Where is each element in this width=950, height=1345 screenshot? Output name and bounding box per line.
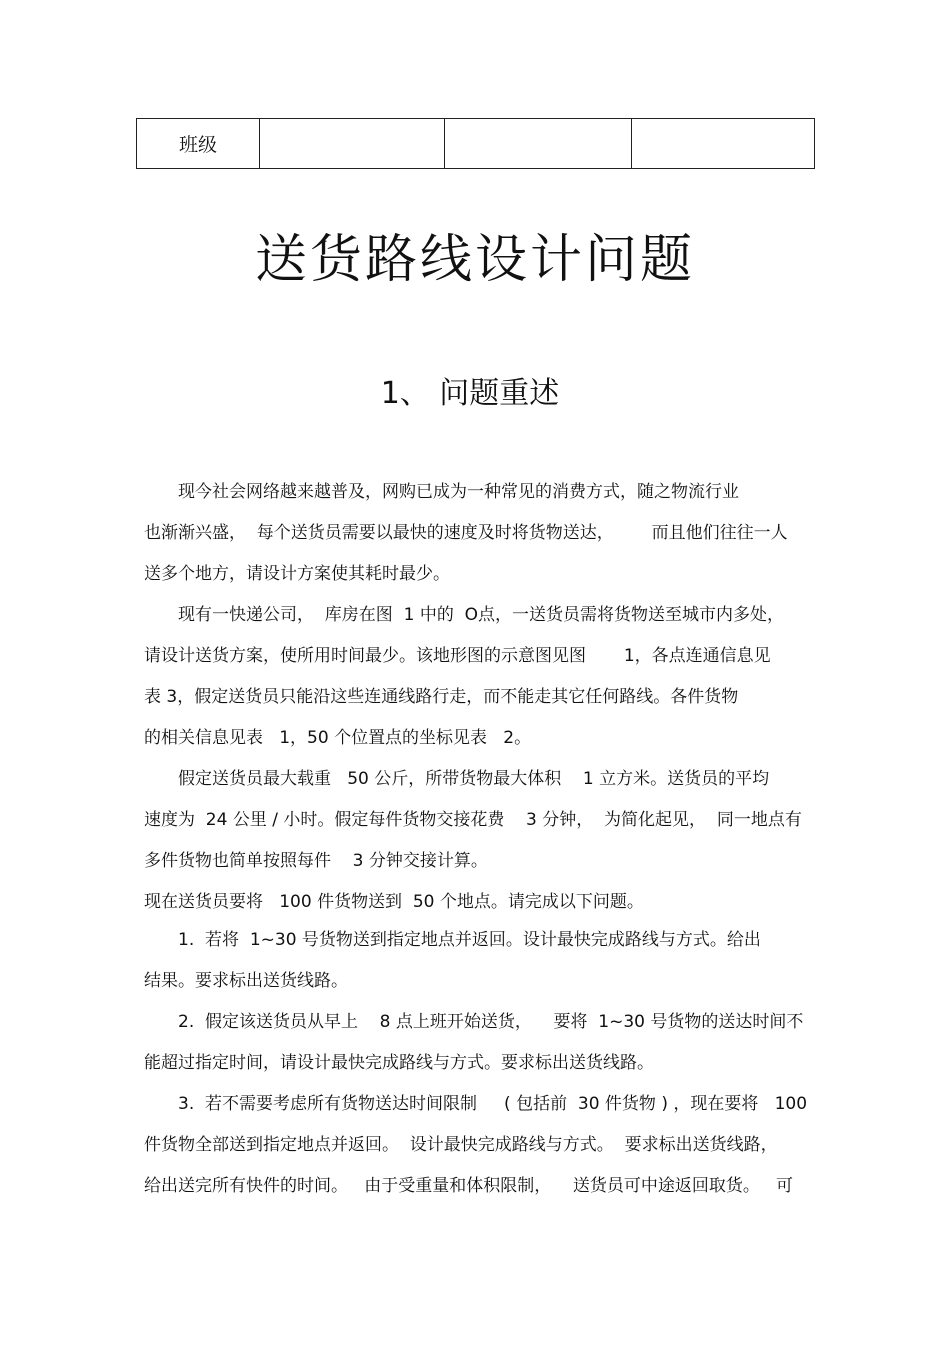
paragraph-line: 现有一快递公司， 库房在图 1 中的 O点，一送货员需将货物送至城市内多处， <box>178 605 785 625</box>
question-2-line: 能超过指定时间，请设计最快完成路线与方式。要求标出送货线路。 <box>144 1053 654 1073</box>
class-label-cell: 班级 <box>137 119 260 169</box>
paragraph-line: 的相关信息见表 1，50 个位置点的坐标见表 2。 <box>144 728 532 748</box>
table-cell <box>260 119 445 169</box>
class-info-table <box>136 118 815 169</box>
paragraph-line: 现在送货员要将 100 件货物送到 50 个地点。请完成以下问题。 <box>144 892 644 912</box>
question-2-line: 2. 假定该送货员从早上 8 点上班开始送货， 要将 1~30 号货物的送达时间不 <box>178 1012 804 1032</box>
paragraph-line: 送多个地方，请设计方案使其耗时最少。 <box>144 564 450 584</box>
paragraph-line: 请设计送货方案，使所用时间最少。该地形图的示意图见图 1，各点连通信息见 <box>144 646 771 666</box>
paragraph-line: 现今社会网络越来越普及，网购已成为一种常见的消费方式，随之物流行业 <box>178 482 739 502</box>
question-1-line: 结果。要求标出送货线路。 <box>144 971 348 991</box>
table-cell <box>632 119 815 169</box>
paragraph-line: 速度为 24 公里 / 小时。假定每件货物交接花费 3 分钟， 为简化起见， 同一地点有 <box>144 810 802 830</box>
question-3-line: 3. 若不需要考虑所有货物送达时间限制 ( 包括前 30 件货物 ) ，现在要将 100 <box>178 1094 808 1114</box>
paragraph-line: 多件货物也简单按照每件 3 分钟交接计算。 <box>144 851 488 871</box>
body-text <box>144 472 816 1207</box>
question-3-line: 件货物全部送到指定地点并返回。 设计最快完成路线与方式。 要求标出送货线路， <box>144 1135 778 1155</box>
paragraph-line: 假定送货员最大载重 50 公斤，所带货物最大体积 1 立方米。送货员的平均 <box>178 769 770 789</box>
question-3-line: 给出送完所有快件的时间。 由于受重量和体积限制， 送货员可中途返回取货。 可 <box>144 1176 794 1196</box>
section-heading: 1、 问题重述 <box>380 376 560 411</box>
table-cell <box>445 119 632 169</box>
table-row <box>137 119 815 169</box>
paragraph-line: 也渐渐兴盛， 每个送货员需要以最快的速度及时将货物送达， 而且他们往往一人 <box>144 523 788 543</box>
document-title: 送货路线设计问题 <box>254 230 695 290</box>
question-1-line: 1. 若将 1~30 号货物送到指定地点并返回。设计最快完成路线与方式。给出 <box>178 930 761 950</box>
paragraph-line: 表 3，假定送货员只能沿这些连通线路行走，而不能走其它任何路线。各件货物 <box>144 687 739 707</box>
